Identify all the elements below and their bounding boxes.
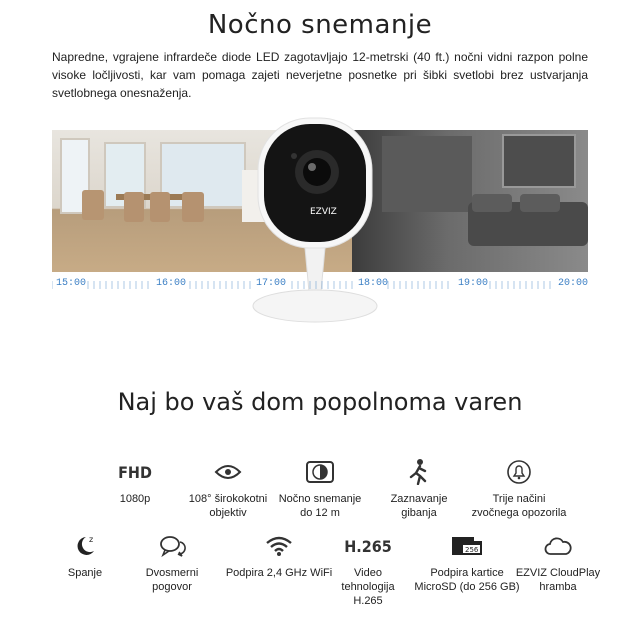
night-vision-icon	[265, 458, 375, 486]
alarm-bell-icon	[464, 458, 574, 486]
feature-label: Zaznavanje gibanja	[390, 493, 448, 519]
timeline-label: 17:00	[256, 278, 287, 289]
feature-label: Trije načini zvočnega opozorila	[471, 493, 567, 519]
feature-label: Podpira 2,4 GHz WiFi	[225, 567, 333, 579]
timeline-ticks	[52, 278, 588, 292]
timeline-label: 15:00	[56, 278, 87, 289]
feature-label: Dvosmerni pogovor	[145, 567, 199, 593]
feature-motion-detection	[364, 458, 474, 520]
feature-alarm	[464, 458, 574, 520]
feature-label: Nočno snemanje do 12 m	[278, 493, 362, 519]
feature-label: Spanje	[67, 567, 103, 579]
timeline-label: 16:00	[156, 278, 187, 289]
svg-text:256: 256	[465, 546, 479, 554]
motion-detection-icon	[364, 458, 474, 486]
cloud-icon	[503, 532, 613, 560]
camera-brand-logo: EZVIZ	[310, 207, 337, 217]
night-room-scene	[352, 130, 588, 272]
feature-label: 108° širokokotni objektiv	[188, 493, 268, 519]
feature-night-vision	[265, 458, 375, 520]
timeline	[52, 278, 588, 292]
feature-label: EZVIZ CloudPlay hramba	[515, 567, 601, 593]
h265-icon: H.265	[344, 536, 392, 556]
timeline-label: 18:00	[358, 278, 389, 289]
feature-label: Video tehnologija H.265	[341, 567, 395, 607]
fhd-icon: FHD	[118, 462, 152, 482]
feature-label: 1080p	[119, 493, 151, 505]
ezviz-camera-image	[250, 108, 380, 328]
timeline-label: 19:00	[458, 278, 489, 289]
feature-label: Podpira kartice MicroSD (do 256 GB)	[414, 567, 520, 593]
two-way-talk-icon	[117, 532, 227, 560]
night-vision-title: Nočno snemanje	[207, 10, 433, 40]
feature-two-way-talk	[117, 532, 227, 594]
home-safety-title: Naj bo vaš dom popolnoma varen	[117, 388, 523, 416]
svg-text:z: z	[89, 535, 94, 544]
feature-cloud	[503, 532, 613, 594]
feature-h265	[313, 532, 423, 608]
night-vision-description: Napredne, vgrajene infrardeče diode LED zagotavljajo 12-metrski (40 ft.) nočni vidni razpon polne visoke ločljivosti, kar vam pomaga zajeti neverjetne posnetke pri šibki svetlobi brez ustvarjanja svetlobnega onesnaženja.	[52, 50, 588, 100]
timeline-label: 20:00	[558, 278, 589, 289]
